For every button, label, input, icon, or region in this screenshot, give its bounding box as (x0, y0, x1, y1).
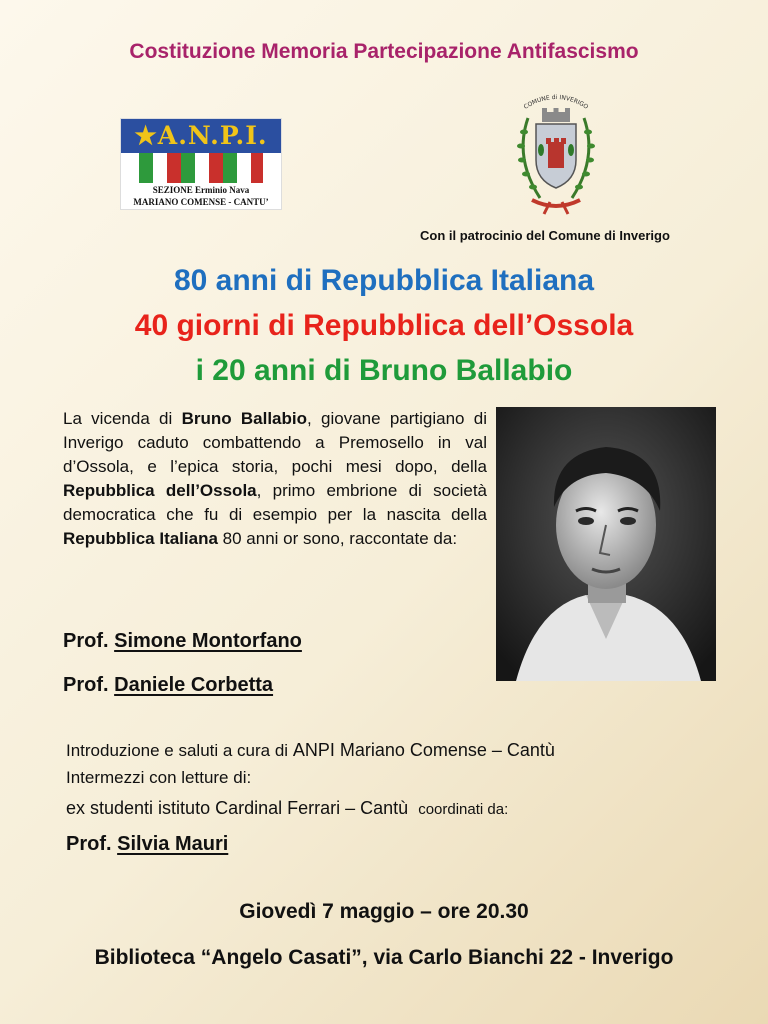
intro-line: Introduzione e saluti a cura di ANPI Mariano Comense – Cantù (66, 740, 555, 760)
tagline: Costituzione Memoria Partecipazione Antifascismo (129, 40, 639, 63)
speaker-mauri: Prof. Silvia Mauri (66, 833, 229, 855)
anpi-logo (120, 118, 282, 210)
headline-ossola-republic: 40 giorni di Repubblica dell’Ossola (134, 309, 634, 342)
intermezzi-line: Intermezzi con letture di: (66, 768, 252, 787)
headline-bruno-ballabio: i 20 anni di Bruno Ballabio (195, 354, 573, 387)
crest-caption: COMUNE di INVERIGO (522, 93, 590, 111)
inverigo-crest (510, 88, 602, 218)
headline-italian-republic: 80 anni di Repubblica Italiana (173, 264, 595, 297)
anpi-section-line1: SEZIONE Erminio Nava (152, 185, 250, 195)
anpi-logo-title: ★A.N.P.I. (134, 121, 268, 150)
event-venue: Biblioteca “Angelo Casati”, via Carlo Bianchi 22 - Inverigo (94, 946, 674, 969)
event-datetime: Giovedì 7 maggio – ore 20.30 (239, 900, 529, 923)
anpi-section-line2: MARIANO COMENSE - CANTU’ (133, 197, 269, 207)
patronage-note: Con il patrocinio del Comune di Inverigo (420, 228, 670, 243)
students-line: ex studenti istituto Cardinal Ferrari – Cantù coordinati da: (66, 798, 509, 818)
bruno-ballabio-portrait (496, 407, 716, 681)
speaker-montorfano: Prof. Simone Montorfano (63, 630, 302, 652)
story-paragraph: La vicenda di Bruno Ballabio, giovane partigiano di Inverigo caduto combattendo a Premosello in val d’Ossola, e l’epica storia, pochi mesi dopo, della Repubblica dell’Ossola, primo embrione di società democratica che fu di esempio per la nascita della Repubblica Italiana 80 anni or sono, raccontate da: (63, 409, 488, 548)
speaker-corbetta: Prof. Daniele Corbetta (63, 674, 274, 696)
star-icon: ★ (134, 121, 158, 150)
